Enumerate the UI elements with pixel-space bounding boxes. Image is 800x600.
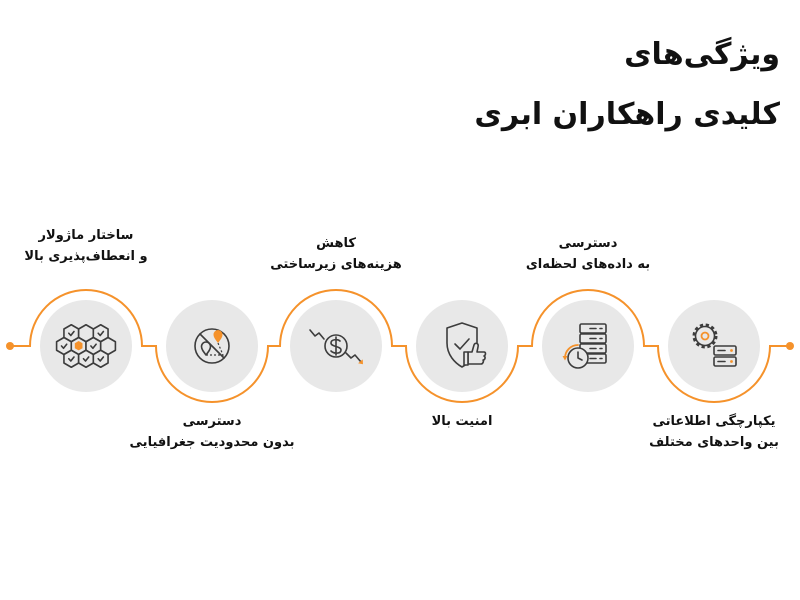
feature-label-modular [1, 225, 171, 267]
feature-label-geo-access [102, 411, 322, 453]
feature-subtitle: به داده‌های لحظه‌ای [525, 257, 651, 272]
feature-subtitle: هزینه‌های زیرساختی [270, 257, 402, 272]
feature-title: یکپارچگی اطلاعاتی [652, 414, 776, 429]
feature-title: دسترسی [182, 414, 242, 429]
feature-title: امنیت بالا [431, 414, 493, 429]
feature-subtitle: بین واحدهای مختلف [649, 435, 779, 450]
feature-subtitle: و انعطاف‌پذیری بالا [24, 249, 148, 264]
feature-label-data-integration [629, 411, 799, 453]
feature-subtitle: بدون محدودیت جغرافیایی [129, 435, 295, 450]
timeline-end-dot [786, 342, 794, 350]
feature-label-realtime-access [498, 233, 678, 275]
feature-label-cost-reduction [246, 233, 426, 275]
feature-title: دسترسی [558, 236, 618, 251]
feature-title: کاهش [316, 236, 356, 251]
modular-hexagon-icon [57, 325, 116, 368]
feature-label-security [382, 411, 542, 432]
page-title-line-2: کلیدی راهکاران ابری [474, 97, 780, 132]
page-title-line-1: ویژگی‌های [624, 37, 780, 72]
timeline-start-dot [6, 342, 14, 350]
feature-title: ساختار ماژولار [38, 228, 134, 243]
